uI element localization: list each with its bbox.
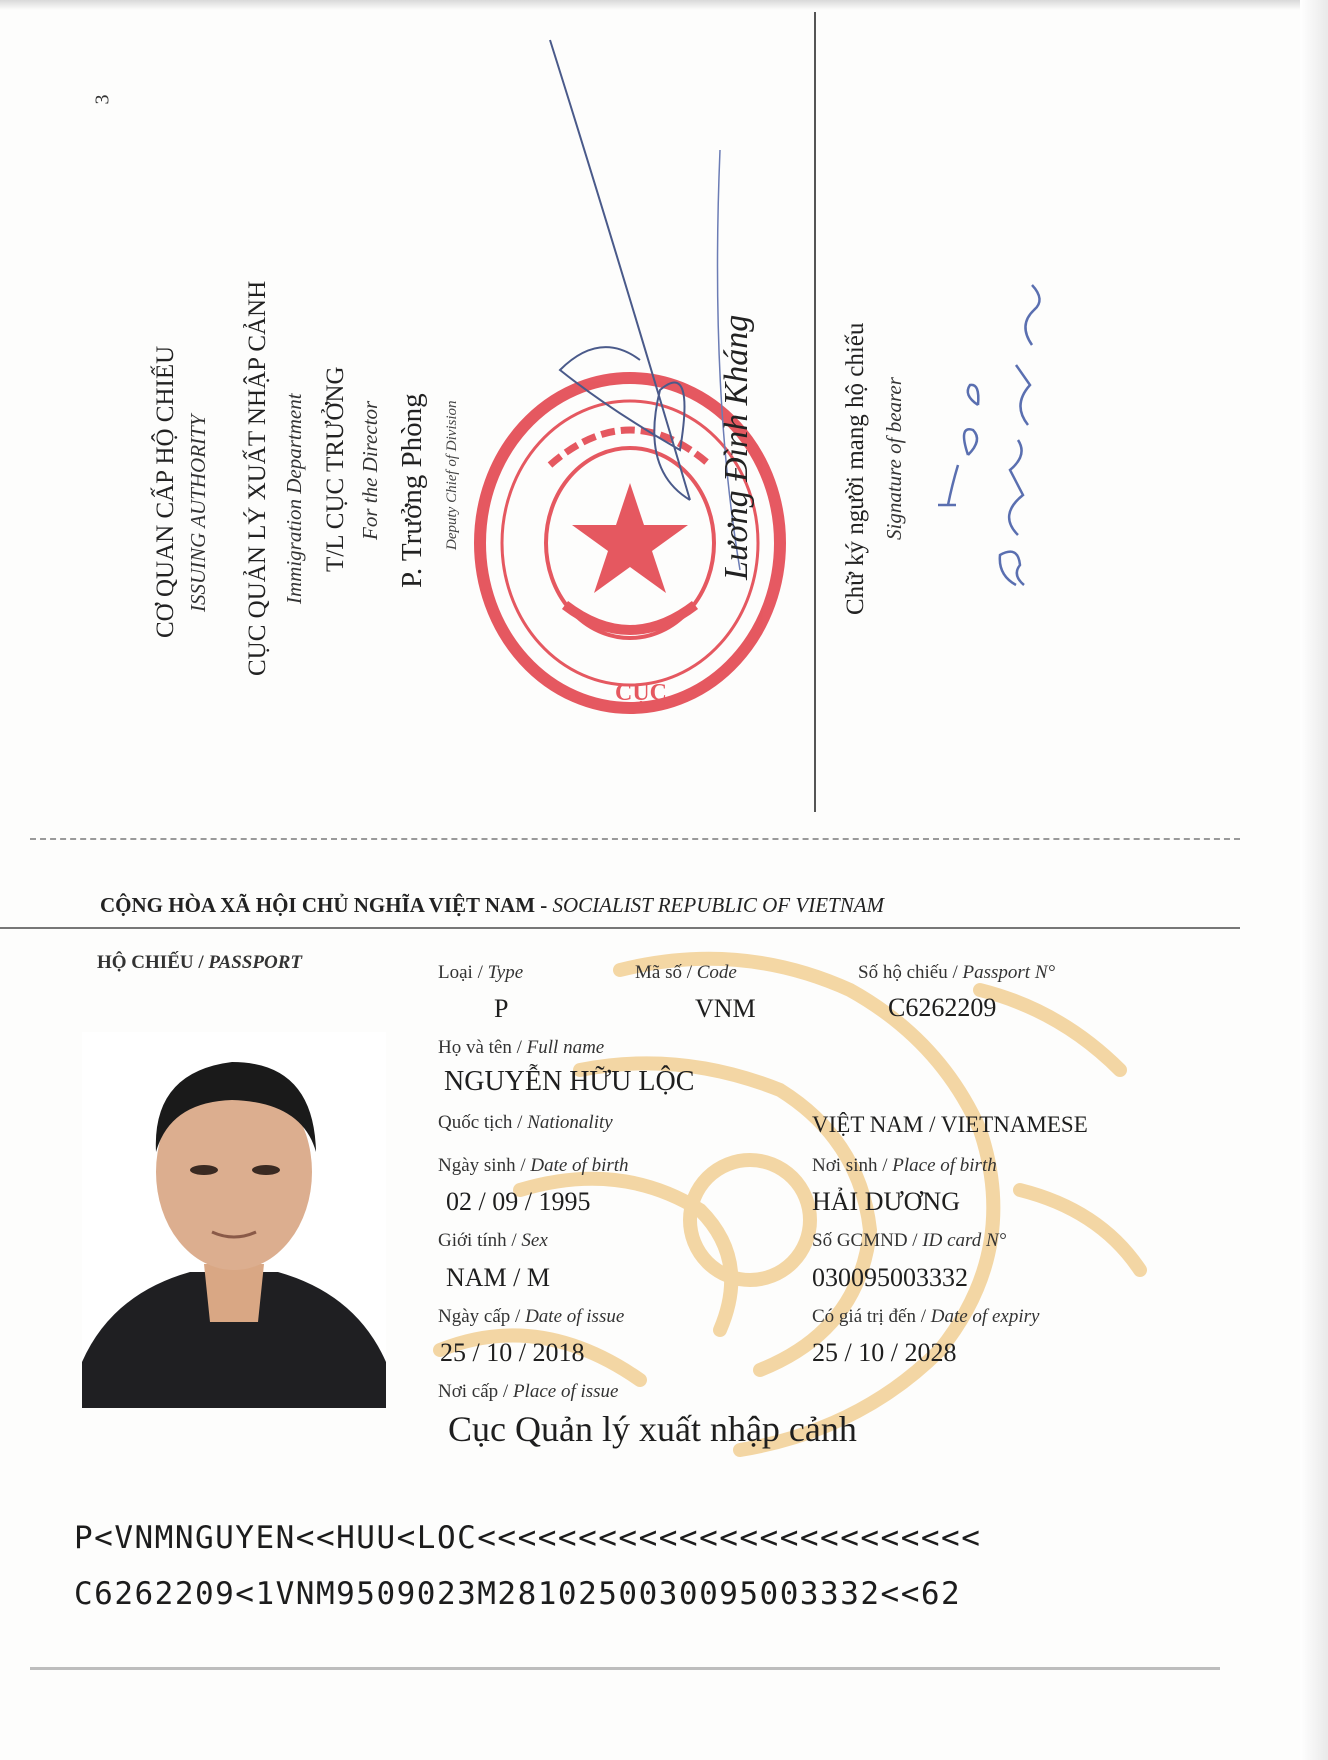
page-number: 3	[91, 94, 114, 105]
director-line-en: For the Director	[358, 400, 382, 540]
department-name: CỤC QUẢN LÝ XUẤT NHẬP CẢNH	[244, 280, 271, 676]
type-value: P	[494, 994, 509, 1023]
bottom-scan-edge	[30, 1667, 1220, 1670]
nationality-label: Quốc tịch / Nationality	[438, 1112, 613, 1133]
scan-edge-right	[1300, 0, 1328, 1760]
country-header-vn: CỘNG HÒA XÃ HỘI CHỦ NGHĨA VIỆT NAM -	[100, 893, 553, 917]
place-of-issue-value: Cục Quản lý xuất nhập cảnh	[448, 1409, 857, 1449]
bearer-signature	[928, 255, 1068, 615]
nationality-value: VIỆT NAM / VIETNAMESE	[812, 1112, 1088, 1137]
passport-number-value: C6262209	[888, 993, 997, 1022]
vertical-divider	[814, 12, 816, 812]
mrz-line-1: P<VNMNGUYEN<<HUU<LOC<<<<<<<<<<<<<<<<<<<<<<<<<	[74, 1520, 982, 1556]
pob-value: HẢI DƯƠNG	[812, 1187, 960, 1216]
full-name-value: NGUYỄN HỮU LỘC	[444, 1066, 695, 1097]
passport-number-label: Số hộ chiếu / Passport N°	[858, 962, 1056, 983]
bearer-signature-label-en: Signature of bearer	[882, 377, 906, 540]
scan-edge-top	[0, 0, 1328, 10]
full-name-label: Họ và tên / Full name	[438, 1037, 605, 1058]
place-of-issue-label: Nơi cấp / Place of issue	[438, 1381, 619, 1402]
dob-value: 02 / 09 / 1995	[446, 1187, 591, 1216]
document-title: HỘ CHIẾU / PASSPORT	[97, 952, 302, 973]
division-title: P. Trưởng Phòng	[396, 393, 428, 588]
code-value: VNM	[695, 994, 756, 1023]
type-label: Loại / Type	[438, 962, 524, 983]
country-header-en: SOCIALIST REPUBLIC OF VIETNAM	[552, 893, 885, 917]
header-rule	[0, 927, 1240, 929]
division-title-en: Deputy Chief of Division	[444, 400, 460, 550]
code-label: Mã số / Code	[635, 962, 737, 983]
mrz-line-2: C6262209<1VNM9509023M2810250030095003332<<62	[74, 1576, 962, 1612]
director-line: T/L CỤC TRƯỞNG	[322, 366, 349, 572]
country-header	[100, 893, 884, 918]
svg-text:CỤC: CỤC	[615, 680, 667, 706]
bearer-signature-label: Chữ ký người mang hộ chiếu	[842, 322, 869, 615]
issue-date-label: Ngày cấp / Date of issue	[438, 1306, 625, 1327]
signatory-name: Lương Đình Kháng	[718, 314, 755, 580]
expiry-date-value: 25 / 10 / 2028	[812, 1338, 957, 1367]
issue-date-value: 25 / 10 / 2018	[440, 1338, 585, 1367]
department-name-en: Immigration Department	[282, 393, 306, 604]
sex-value: NAM / M	[446, 1263, 551, 1292]
authority-label: CƠ QUAN CẤP HỘ CHIẾU	[152, 345, 179, 638]
expiry-date-label: Có giá trị đến / Date of expiry	[812, 1306, 1040, 1327]
page-fold-line	[30, 838, 1240, 840]
dob-label: Ngày sinh / Date of birth	[438, 1155, 629, 1176]
holder-photo	[82, 1032, 386, 1408]
pob-label: Nơi sinh / Place of birth	[812, 1155, 997, 1176]
id-number-label: Số GCMND / ID card N°	[812, 1230, 1007, 1251]
authority-label-en: ISSUING AUTHORITY	[186, 414, 210, 612]
id-number-value: 030095003332	[812, 1263, 968, 1292]
sex-label: Giới tính / Sex	[438, 1230, 548, 1251]
